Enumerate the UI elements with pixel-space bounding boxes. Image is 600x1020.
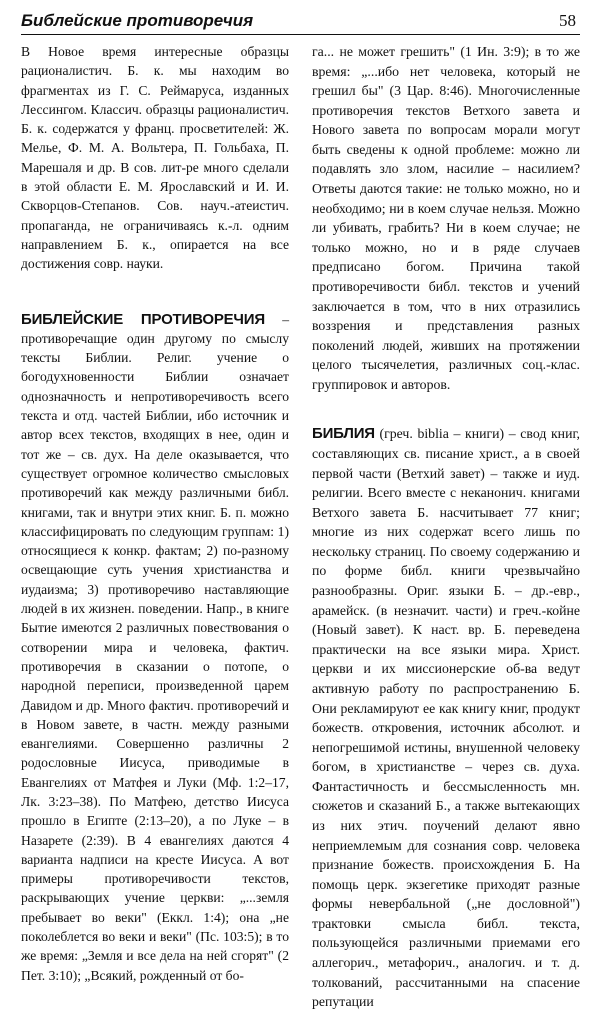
entry-bibleiskie-protivorechiya xyxy=(21,310,289,985)
intro-paragraph: В Новое время интересные образцы рационалистич. Б. к. мы находим во фрагментах из Г. С. Реймаруса, изданных Лессингом. Классич. образцы рационалистич. Б. к. содержатся у франц. просветителей: Ж. Мелье, Ф. М. А. Вольтера, П. Гольбаха, П. Марешаля и др. В сов. лит-ре много сделали в этой области Е. М. Ярославский и И. И. Скворцов-Степанов. Сов. науч.-атеистич. пропаганда, не ограничиваясь к.-л. одним направлением Б. к., опирается на все достижения совр. науки. xyxy=(21,44,289,272)
paragraph-gap xyxy=(312,394,580,424)
running-title: Библейские противоречия xyxy=(21,11,254,30)
page-number: 58 xyxy=(559,11,576,30)
entry-dash: – xyxy=(264,311,289,327)
entry-heading: БИБЛИЯ xyxy=(312,425,375,443)
running-header xyxy=(21,8,580,35)
entry-bibliya xyxy=(312,424,580,1011)
paragraph-gap xyxy=(21,274,289,310)
entry-body: противоречащие один другому по смыслу тексты Библии. Религ. учение о богодухновенности Библии означает однозначность и непротиворечивость всего текста и отд. частей Библии, ибо источник и автор всех текстов, входящих в нее, один и тот же – св. дух. На деле оказывается, что существует огромное количество смысловых противоречий как между различными библ. книгами, так и внутри этих книг. Б. п. можно классифицировать по следующим группам: 1) относящиеся к конкр. фактам; 2) по-разному освещающие суть учения христианства и иудаизма; 3) противоречиво наставляющие людей в их жизнен. поведении. Напр., в книге Бытие имеются 2 различных повествования о сотворении мира и человека, фактич. противоречия в сказании о потопе, о народной переписи, произведенной царем Давидом и др. Много фактич. противоречий и в Новом завете, в частн. между разными евангелиями. Совершенно различны 2 родословные Иисуса, приводимые в Евангелиях от Матфея и Луки (Мф. 1:2–17, Лк. 3:23–38). По Матфею, детство Иисуса прошло в Египте (2:13–20), а по Луке – в Назарете (2:39). В 4 евангелиях даются 4 варианта надписи на кресте Иисуса. А вот примеры противоречивости текстов, раскрывающих учение церкви: „...земля пребывает во веки" (Еккл. 1:4); она „не поколеблется во веки и веки" (Пс. 103:5); в то же время: „Земля и все дела на ней сгорят" (2 Пет. 3:10); „Всякий, рожденный от бо- xyxy=(21,330,289,983)
left-column xyxy=(21,42,289,985)
right-column xyxy=(312,42,580,1012)
continuation-paragraph: га... не может грешить" (1 Ин. 3:9); в то же время: „...ибо нет человека, который не грешил бы" (3 Цар. 8:46). Многочисленные противоречия текстов Ветхого завета и Нового завета по вопросам морали могут быть сведены к одной проблеме: можно ли подавлять зло злом, насилие – насилием? Ответы даются такие: не только можно, но и необходимо; ни в коем случае нельзя. Можно ли убивать, грабить? Ни в коем случае; не только можно, но и в ряде случаев предписано богом. Причина такой противоречивости библ. текстов и учений заключается в том, что в них отразились воззрения и представления разных поколений людей, живших на протяжении целого тысячелетия, различных соц.-клас. группировок и авторов. xyxy=(312,44,580,392)
entry-heading: БИБЛЕЙСКИЕ ПРОТИВОРЕЧИЯ xyxy=(21,310,265,328)
entry-body: (греч. biblia – книги) – свод книг, составляющих св. писание христ., а в своей первой части (Ветхий завет) – также и иуд. религии. Всего вместе с неканонич. книгами Ветхого завета Б. насчитывает 77 книг; многие из них содержат всего лишь по нескольку страниц. По своему содержанию и по форме библ. книги чрезвычайно разнообразны. Ориг. языки Б. – др.-евр., арамейск. (в незначит. части) и греч.-койне (Новый завет). К наст. вр. Б. переведена практически на все языки мира. Христ. церкви и их миссионерские об-ва ведут активную работу по распространению Б. Они рекламируют ее как книгу книг, продукт божеств. откровения, источник абсолют. и непогрешимой истины, внушенной человеку богом, в христианстве – через св. духа. Фантастичность и бессмысленность мн. сюжетов и сказаний Б., а также вытекающих из них этич. поучений делают явно неприемлемым для сознания совр. человека признание божеств. происхождения Б. На помощь церк. экзегетике приходят разные формы невербальной („не дословной") трактовки смысла библ. текста, пользующейся различными приемами его аллегорич., метафорич., аналогич. и т. д. толкований, рассчитанными на спасение репутации xyxy=(312,426,580,1010)
